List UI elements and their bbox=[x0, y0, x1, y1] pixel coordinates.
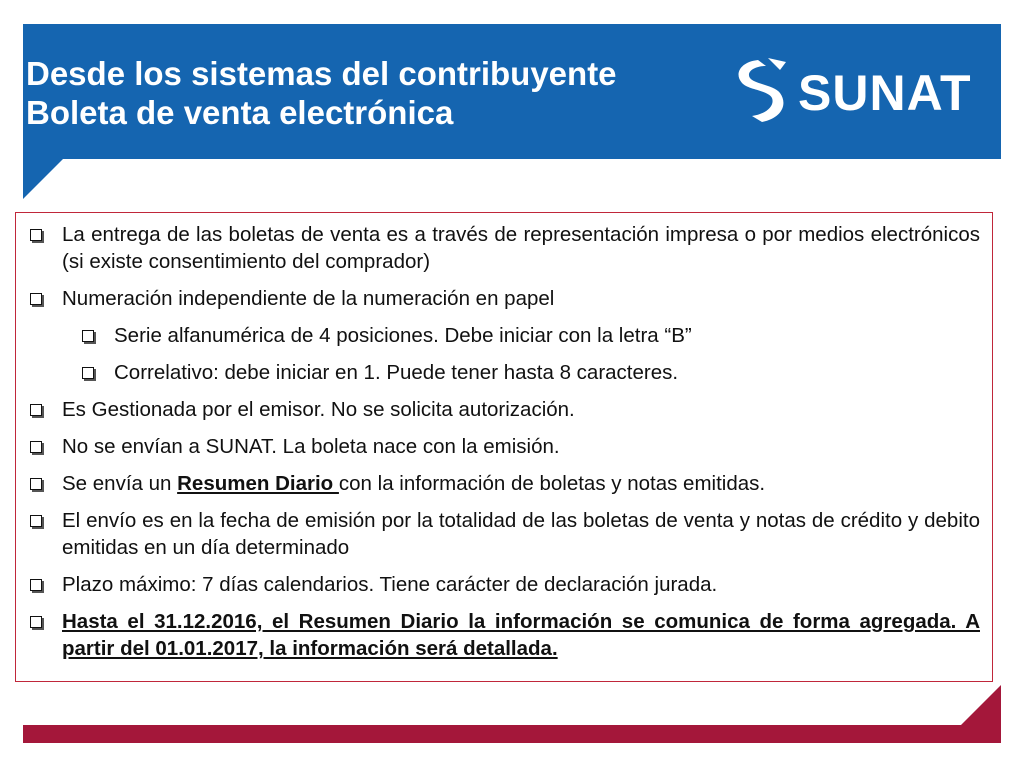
resumen-diario-emphasis: Resumen Diario bbox=[177, 472, 339, 495]
list-item-highlight bbox=[16, 608, 980, 662]
checkbox-square-icon bbox=[30, 515, 42, 527]
header-tail-decoration bbox=[23, 159, 63, 199]
list-subitem bbox=[16, 322, 980, 349]
content-box bbox=[15, 212, 993, 682]
slide-title bbox=[26, 54, 617, 132]
header-banner bbox=[23, 24, 1001, 159]
list-subitem bbox=[16, 359, 980, 386]
list-item bbox=[16, 396, 980, 423]
bullet-text-pre: Se envía un bbox=[62, 472, 178, 495]
checkbox-square-icon bbox=[82, 330, 94, 342]
bullet-text-post: con la información de boletas y notas emitidas. bbox=[338, 472, 766, 495]
bullet-text: Numeración independiente de la numeración en papel bbox=[62, 287, 555, 310]
list-item bbox=[16, 571, 980, 598]
title-line-1: Desde los sistemas del contribuyente bbox=[26, 55, 617, 92]
bullet-text: Correlativo: debe iniciar en 1. Puede tener hasta 8 caracteres. bbox=[114, 361, 679, 384]
bullet-text: No se envían a SUNAT. La boleta nace con la emisión. bbox=[62, 435, 560, 458]
checkbox-square-icon bbox=[30, 404, 42, 416]
checkbox-square-icon bbox=[30, 616, 42, 628]
checkbox-square-icon bbox=[30, 579, 42, 591]
footer-bar bbox=[23, 725, 1001, 743]
list-item bbox=[16, 285, 980, 312]
list-item bbox=[16, 507, 980, 561]
bullet-text: La entrega de las boletas de venta es a través de representación impresa o por medios electrónicos (si existe consentimiento del comprador) bbox=[62, 223, 980, 273]
title-line-2: Boleta de venta electrónica bbox=[26, 94, 454, 131]
checkbox-square-icon bbox=[30, 441, 42, 453]
bullet-text: Serie alfanumérica de 4 posiciones. Debe iniciar con la letra “B” bbox=[114, 324, 692, 347]
checkbox-square-icon bbox=[82, 367, 94, 379]
checkbox-square-icon bbox=[30, 229, 42, 241]
bullet-text: Hasta el 31.12.2016, el Resumen Diario la información se comunica de forma agregada. A partir del 01.01.2017, la información será detallada. bbox=[62, 610, 980, 660]
footer-corner-decoration bbox=[961, 685, 1001, 725]
bullet-text: Plazo máximo: 7 días calendarios. Tiene carácter de declaración jurada. bbox=[62, 573, 718, 596]
sunat-s-logo-icon bbox=[728, 56, 792, 126]
bullet-text: El envío es en la fecha de emisión por la totalidad de las boletas de venta y notas de crédito y debito emitidas en un día determinado bbox=[62, 509, 980, 559]
checkbox-square-icon bbox=[30, 478, 42, 490]
list-item bbox=[16, 221, 980, 275]
list-item bbox=[16, 433, 980, 460]
list-item bbox=[16, 470, 980, 497]
logo-text: SUNAT bbox=[798, 65, 972, 121]
sunat-logo bbox=[728, 56, 988, 126]
checkbox-square-icon bbox=[30, 293, 42, 305]
bullet-text: Es Gestionada por el emisor. No se solicita autorización. bbox=[62, 398, 575, 421]
bullet-list bbox=[16, 221, 980, 672]
